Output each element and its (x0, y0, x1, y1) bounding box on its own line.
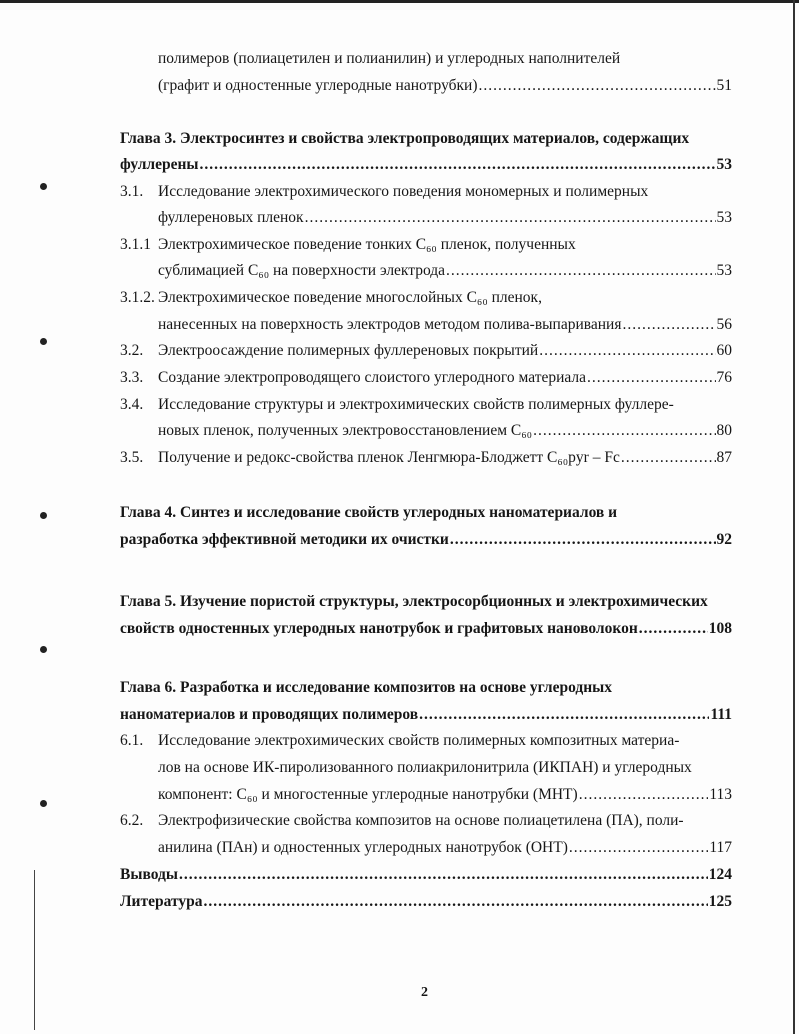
toc-entry-title: Литература (120, 893, 203, 910)
toc-entry-title: свойств одностенных углеродных нанотрубок и графитовых нановолокон (120, 620, 638, 637)
toc-page-number: 108 (708, 620, 732, 637)
toc-entry-title: Электрохимическое поведение тонких C₆₀ пленок, полученных (158, 236, 576, 253)
toc-entry-title: наноматериалов и проводящих полимеров (120, 706, 419, 723)
dot-leader (179, 865, 708, 885)
page-number: 2 (421, 985, 428, 1000)
toc-entry-line (120, 530, 732, 550)
toc-page-number: 51 (716, 77, 732, 94)
dot-leader (587, 368, 715, 388)
toc-entry-line (120, 865, 732, 885)
binding-hole-mark (40, 512, 47, 519)
scan-right-edge (793, 0, 795, 1034)
dot-leader (621, 448, 716, 468)
toc-entry-title: лов на основе ИК-пиролизованного полиакрилонитрила (ИКПАН) и углеродных (158, 759, 692, 776)
toc-entry-title: анилина (ПАн) и одностенных углеродных нанотрубок (ОНТ) (158, 839, 568, 856)
dot-leader (579, 785, 709, 805)
toc-entry-title: новых пленок, полученных электровосстановлением C₆₀ (158, 422, 533, 439)
toc-entry-line (120, 811, 684, 831)
toc-entry-title: фуллерены (120, 156, 199, 173)
toc-entry-line (120, 235, 576, 255)
toc-entry-line (158, 261, 732, 281)
toc-entry-title: Исследование электрохимических свойств полимерных композитных материа- (158, 732, 680, 749)
dot-leader (200, 155, 716, 175)
toc-entry-title: Электрофизические свойства композитов на основе полиацетилена (ПА), поли- (158, 812, 684, 829)
toc-page-number: 87 (716, 449, 732, 466)
toc-section-number: 3.5. (120, 449, 144, 466)
toc-page-number: 125 (708, 893, 732, 910)
toc-page-number: 60 (716, 342, 732, 359)
toc-entry-title: фуллереновых пленок (158, 209, 304, 226)
toc-entry-line (120, 592, 708, 612)
toc-page-number: 53 (716, 156, 732, 173)
toc-section-number: 3.3. (120, 369, 144, 386)
dot-leader (450, 530, 716, 550)
toc-entry-line (120, 368, 732, 388)
toc-entry-title: Электроосаждение полимерных фуллереновых покрытий (158, 342, 539, 359)
toc-entry-title: Глава 5. Изучение пористой структуры, электросорбционных и электрохимических (120, 593, 708, 610)
toc-entry-line (120, 288, 542, 308)
toc-entry-title: сублимацией C₆₀ на поверхности электрода (158, 262, 446, 279)
dot-leader (419, 705, 709, 725)
toc-entry-line (158, 208, 732, 228)
toc-page-number: 124 (708, 866, 732, 883)
toc-entry-line (158, 785, 732, 805)
toc-entry-title: Исследование структуры и электрохимических свойств полимерных фуллере- (158, 396, 674, 413)
toc-entry-line (120, 619, 732, 639)
toc-page-number: 56 (716, 316, 732, 333)
toc-page-number: 111 (710, 706, 732, 723)
toc-entry-line (158, 76, 732, 96)
toc-entry-title: Исследование электрохимического поведения мономерных и полимерных (158, 183, 649, 200)
binding-hole-mark (40, 338, 47, 345)
toc-entry-line (120, 341, 732, 361)
dot-leader (479, 76, 716, 96)
toc-entry-title: нанесенных на поверхность электродов методом полива-выпаривания (158, 316, 622, 333)
toc-page-number: 76 (716, 369, 732, 386)
toc-page-number: 92 (716, 531, 732, 548)
scan-left-edge (34, 870, 35, 1030)
toc-entry-title: Создание электропроводящего слоистого углеродного материала (158, 369, 587, 386)
toc-entry-line (158, 838, 732, 858)
toc-entry-title: полимеров (полиацетилен и полианилин) и углеродных наполнителей (158, 50, 621, 67)
toc-entry-title: разработка эффективной методики их очистки (120, 531, 449, 548)
toc-entry-line (120, 448, 732, 468)
toc-entry-title: Электрохимическое поведение многослойных C₆₀ пленок, (158, 289, 542, 306)
dot-leader (305, 208, 716, 228)
toc-page-number: 53 (716, 209, 732, 226)
toc-entry-title: (графит и одностенные углеродные нанотрубки) (158, 77, 478, 94)
dot-leader (622, 315, 715, 335)
toc-entry-line (120, 503, 617, 523)
toc-entry-line (120, 129, 689, 149)
dot-leader (446, 261, 715, 281)
dot-leader (639, 619, 708, 639)
toc-section-number: 3.1. (120, 183, 144, 200)
toc-page-number: 80 (716, 422, 732, 439)
binding-hole-mark (40, 183, 47, 190)
toc-section-number: 3.1.2. (120, 289, 155, 306)
toc-entry-title: Выводы (120, 866, 178, 883)
toc-entry-title: Глава 4. Синтез и исследование свойств углеродных наноматериалов и (120, 504, 618, 521)
dot-leader (539, 341, 715, 361)
toc-section-number: 6.1. (120, 732, 144, 749)
toc-entry-line (158, 758, 692, 778)
dot-leader (533, 421, 715, 441)
scan-top-edge (0, 0, 799, 3)
toc-entry-line (158, 315, 732, 335)
toc-entry-line (120, 182, 649, 202)
toc-page-number: 113 (709, 786, 732, 803)
binding-hole-mark (40, 646, 47, 653)
toc-entry-title: Глава 3. Электросинтез и свойства электропроводящих материалов, содержащих (120, 130, 690, 147)
toc-entry-line (158, 49, 620, 69)
toc-entry-line (120, 678, 612, 698)
toc-section-number: 6.2. (120, 812, 144, 829)
toc-page-number: 117 (709, 839, 732, 856)
binding-hole-mark (40, 800, 47, 807)
toc-entry-line (120, 705, 732, 725)
toc-section-number: 3.2. (120, 342, 144, 359)
toc-section-number: 3.1.1 (120, 236, 151, 253)
toc-entry-line (120, 731, 680, 751)
toc-entry-line (120, 395, 674, 415)
toc-section-number: 3.4. (120, 396, 144, 413)
toc-entry-title: компонент: C₆₀ и многостенные углеродные нанотрубки (МНТ) (158, 786, 578, 803)
toc-entry-line (120, 892, 732, 912)
toc-entry-title: Получение и редокс-свойства пленок Ленгмюра-Блоджетт C₆₀pyr – Fc (158, 449, 620, 466)
toc-entry-line (158, 421, 732, 441)
toc-page-number: 53 (716, 262, 732, 279)
dot-leader (203, 892, 707, 912)
toc-entry-line (120, 155, 732, 175)
dot-leader (569, 838, 708, 858)
toc-entry-title: Глава 6. Разработка и исследование композитов на основе углеродных (120, 679, 613, 696)
